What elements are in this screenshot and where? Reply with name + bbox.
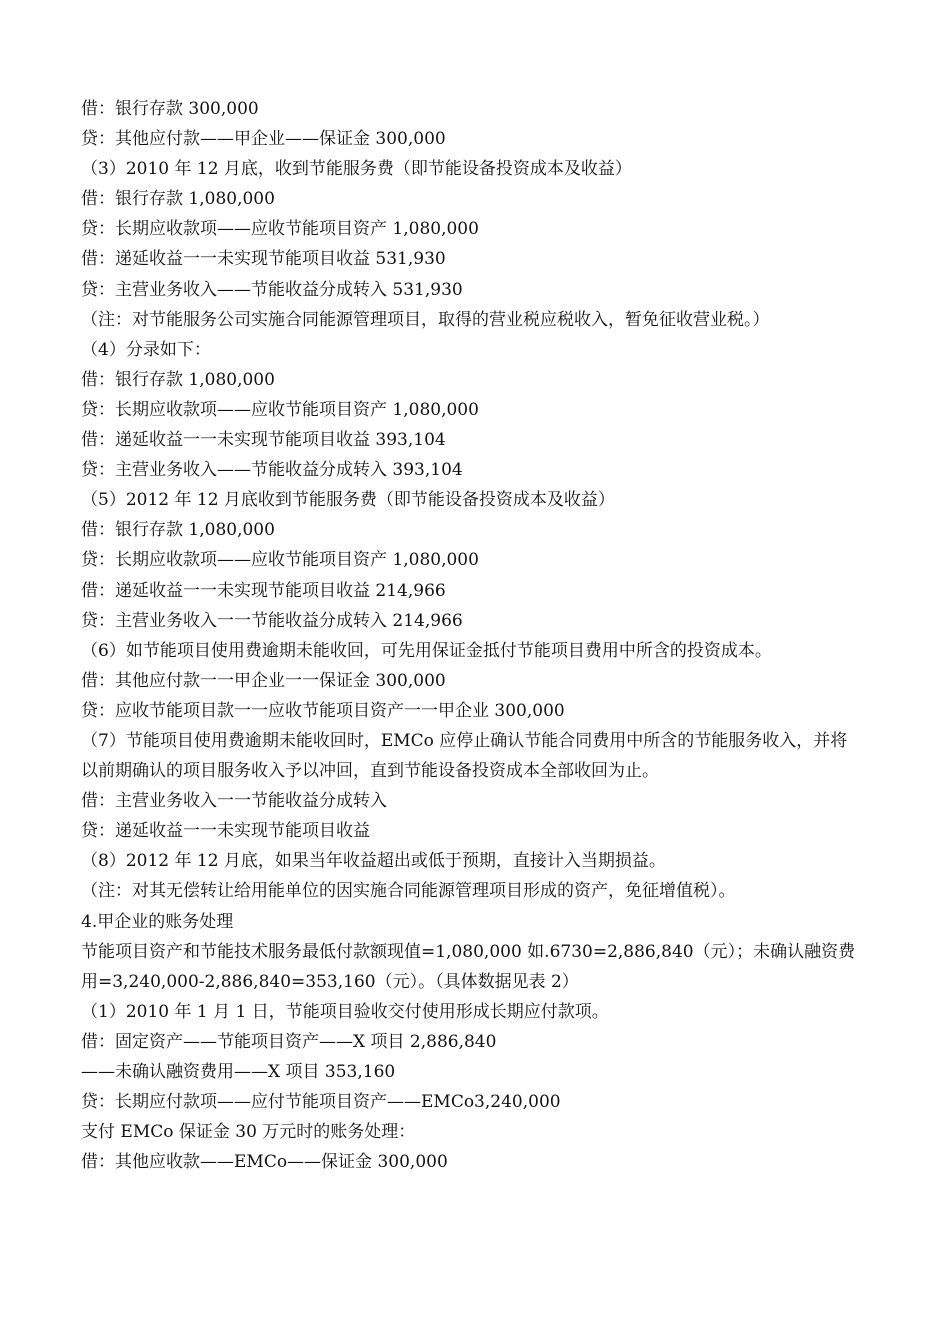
text-line: （8）2012 年 12 月底，如果当年收益超出或低于预期，直接计入当期损益。 (81, 851, 666, 872)
text-line: 以前期确认的项目服务收入予以冲回，直到节能设备投资成本全部收回为止。 (81, 761, 659, 782)
text-line: （3）2010 年 12 月底，收到节能服务费（即节能设备投资成本及收益） (81, 159, 632, 180)
text-line: 借：固定资产——节能项目资产——X 项目 2,886,840 (81, 1031, 497, 1052)
text-line: 贷：长期应收款项——应收节能项目资产 1,080,000 (81, 550, 479, 571)
text-line: 贷：长期应收款项——应收节能项目资产 1,080,000 (81, 399, 479, 420)
text-line: （6）如节能项目使用费逾期未能收回，可先用保证金抵付节能项目费用中所含的投资成本。 (81, 640, 772, 661)
text-line: （7）节能项目使用费逾期未能收回时，EMCo 应停止确认节能合同费用中所含的节能服务收入，并将 (81, 730, 848, 751)
text-line: （注：对节能服务公司实施合同能源管理项目，取得的营业税应税收入，暂免征收营业税。） (81, 309, 770, 330)
text-line: （4）分录如下： (81, 339, 211, 360)
text-line: 节能项目资产和节能技术服务最低付款额现值=1,080,000 如.6730=2,886,840（元）；未确认融资费 (81, 941, 856, 962)
text-line: 借：银行存款 300,000 (81, 99, 259, 119)
text-line: 借：主营业务收入一一节能收益分成转入 (81, 791, 387, 812)
text-line: 贷：主营业务收入——节能收益分成转入 531,930 (81, 279, 463, 300)
text-line: 贷：递延收益一一未实现节能项目收益 (81, 821, 370, 842)
document-body (81, 94, 921, 1177)
text-line: 借：递延收益一一未实现节能项目收益 214,966 (81, 580, 446, 601)
text-line: （注：对其无偿转让给用能单位的因实施合同能源管理项目形成的资产，免征增值税）。 (81, 881, 736, 902)
text-line: 4.甲企业的账务处理 (81, 911, 234, 932)
text-line: 贷：其他应付款——甲企业——保证金 300,000 (81, 129, 446, 150)
text-line: 借：其他应收款——EMCo——保证金 300,000 (81, 1152, 448, 1173)
text-line: 贷：长期应付款项——应付节能项目资产——EMCo3,240,000 (81, 1092, 561, 1113)
text-line: 贷：长期应收款项——应收节能项目资产 1,080,000 (81, 219, 479, 240)
text-line: 借：其他应付款一一甲企业一一保证金 300,000 (81, 670, 446, 691)
text-line: 借：递延收益一一未实现节能项目收益 393,104 (81, 430, 446, 451)
text-line: 贷：主营业务收入——节能收益分成转入 393,104 (81, 460, 463, 481)
text-line: 借：银行存款 1,080,000 (81, 369, 275, 390)
text-line: ——未确认融资费用——X 项目 353,160 (81, 1062, 396, 1082)
text-line: （1）2010 年 1 月 1 日，节能项目验收交付使用形成长期应付款项。 (81, 1001, 609, 1022)
text-line: 借：银行存款 1,080,000 (81, 189, 275, 210)
text-line: 借：银行存款 1,080,000 (81, 520, 275, 541)
text-line: 支付 EMCo 保证金 30 万元时的账务处理： (81, 1122, 416, 1143)
text-line: 贷：主营业务收入一一节能收益分成转入 214,966 (81, 610, 463, 631)
text-line: 借：递延收益一一未实现节能项目收益 531,930 (81, 249, 446, 270)
text-line: 用=3,240,000-2,886,840=353,160（元）。（具体数据见表 2） (81, 971, 579, 992)
text-line: （5）2012 年 12 月底收到节能服务费（即节能设备投资成本及收益） (81, 490, 615, 511)
text-line: 贷：应收节能项目款一一应收节能项目资产一一甲企业 300,000 (81, 700, 565, 721)
